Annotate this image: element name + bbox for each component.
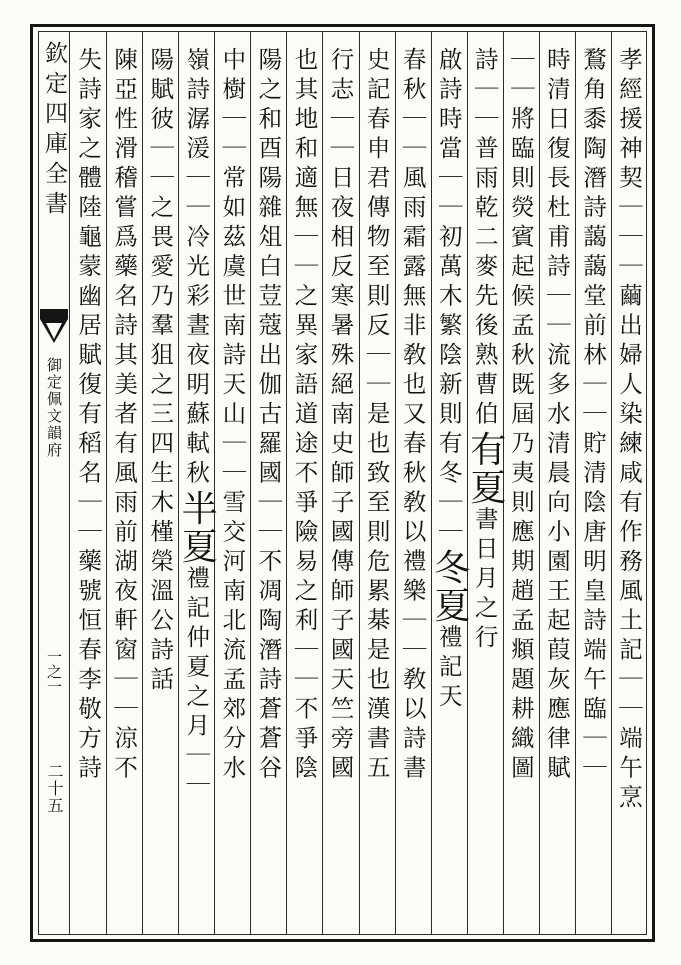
text-run: 陽之和酉陽雜俎白荳蔻出伽古羅國｜｜不凋陶潛詩蒼蒼谷 xyxy=(254,47,283,785)
text-run: 鶩角黍陶潛詩藹藹堂前林｜｜貯清陰唐明皇詩端午臨｜｜ xyxy=(578,47,607,785)
text-column xyxy=(395,31,431,935)
page-gutter xyxy=(38,31,70,935)
page-number: 二十五 xyxy=(45,763,64,814)
text-column xyxy=(539,31,575,935)
text-run: 時清日復長杜甫詩｜｜流多水清晨向小園王起葭灰應律賦 xyxy=(542,47,571,785)
section-title: 御定佩文韻府 xyxy=(45,357,63,459)
text-columns xyxy=(70,31,647,935)
text-run: 詩｜｜普雨乾二麥先後熟曹伯 xyxy=(470,47,499,431)
text-column xyxy=(575,31,611,935)
text-run: 中樹｜｜常如茲虞世南詩天山｜｜雪交河南北流孟郊分水 xyxy=(218,47,247,785)
text-run: 禮記天 xyxy=(434,624,463,713)
fish-tail-mark-icon xyxy=(40,309,68,343)
text-column xyxy=(214,31,250,935)
text-column xyxy=(250,31,286,935)
text-run: 書日月之行 xyxy=(470,506,499,654)
text-column xyxy=(464,31,506,935)
text-column xyxy=(359,31,395,935)
text-run: 春秋｜｜風雨霜露無非敎也又春秋敎以禮樂｜｜敎以詩書 xyxy=(398,47,427,785)
text-column xyxy=(286,31,322,935)
text-run: 也其地和適無｜｜之異家語道途不爭險易之利｜｜不爭陰 xyxy=(290,47,319,785)
entry-heading: 半夏 xyxy=(176,489,218,566)
text-column xyxy=(611,31,647,935)
text-run: 嶺詩潺湲｜｜冷光彩晝夜明蘇軾秋 xyxy=(182,47,211,490)
entry-heading: 有夏 xyxy=(464,430,506,507)
text-run: 禮記仲夏之月｜｜ xyxy=(182,565,211,802)
text-column xyxy=(503,31,539,935)
text-column xyxy=(70,31,106,935)
text-run: 則有冬｜｜ xyxy=(434,401,463,549)
book-title: 欽定四庫全書 xyxy=(41,41,67,221)
text-column xyxy=(428,31,470,935)
text-column xyxy=(322,31,358,935)
text-column xyxy=(176,31,218,935)
text-run: 史記春申君傳物至則反｜｜是也致至則危累棊是也漢書五 xyxy=(362,47,391,785)
text-run: ｜｜將臨則熒賓起候孟秋既屆乃夷則應期趙孟頫題耕織圖 xyxy=(506,47,535,785)
text-run: 陳亞性滑稽嘗爲藥名詩其美者有風雨前湖夜軒窗｜｜涼不 xyxy=(110,47,139,785)
entry-heading: 冬夏 xyxy=(428,548,470,625)
section-number: 一之一 xyxy=(45,649,63,694)
text-run: 陽賦彼｜｜之畏愛乃羣狙之三四 xyxy=(146,47,175,460)
text-column xyxy=(106,31,142,935)
text-run: 生木槿榮溫公詩話 xyxy=(146,460,175,696)
text-run: 失詩家之體陸龜蒙幽居賦復有稻名｜｜藥號恒春李敬方詩 xyxy=(74,47,103,785)
text-run: 孝經援神契｜｜｜繭出婦人染練咸有作務風土記｜｜端午烹 xyxy=(615,47,643,814)
text-column xyxy=(142,31,178,935)
text-run: 啟詩時當｜｜初萬木繁陰新 xyxy=(434,47,463,401)
text-run: 行志｜｜日夜相反寒暑殊絕南史師子國傳師子國天竺旁國 xyxy=(326,47,355,785)
